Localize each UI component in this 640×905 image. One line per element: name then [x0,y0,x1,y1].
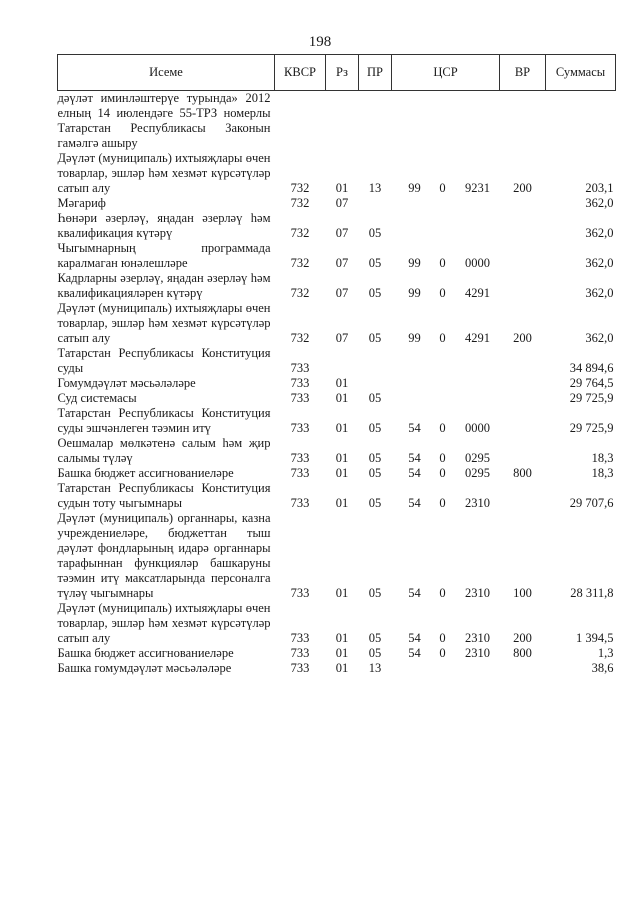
row-kvsr: 733 [290,451,310,465]
row-pr: 05 [368,586,382,600]
row-sum: 18,3 [591,466,614,480]
row-csr-program: 54 [408,466,421,480]
row-sum: 362,0 [585,196,614,210]
row-pr [359,376,392,391]
row-csr [392,211,500,241]
row-csr-program: 99 [408,181,421,195]
row-csr-subprogram: 0 [439,181,446,195]
row-csr-subprogram: 0 [439,466,446,480]
row-csr-direction: 0000 [465,421,490,435]
row-csr [392,511,500,601]
row-pr: 05 [368,286,382,300]
row-name [58,646,275,661]
row-csr [392,151,500,196]
row-kvsr: 733 [290,376,310,390]
row-vr: 100 [513,586,532,600]
table-row [58,661,616,676]
table-row [58,91,616,152]
row-pr [359,346,392,376]
row-rz: 07 [335,226,349,240]
row-vr [500,211,546,241]
row-rz: 01 [335,391,349,405]
row-sum: 18,3 [591,451,614,465]
row-csr-program: 99 [408,256,421,270]
row-csr [392,466,500,481]
row-name-text: Кадрларны әзерләү, яңадан әзерләү һәм квалификацияләрен күтәрү [57,271,271,300]
row-rz: 01 [335,466,349,480]
row-vr [500,391,546,406]
row-rz [326,346,359,376]
table-row [58,151,616,196]
row-vr [500,241,546,271]
row-name-text: Һөнәри әзерләү, яңадан әзерләү һәм квалификация күтәрү [57,211,271,240]
row-csr-subprogram: 0 [439,286,446,300]
row-csr-direction: 4291 [465,286,490,300]
row-sum: 362,0 [585,331,614,345]
row-vr: 200 [513,631,532,645]
table-header-row [58,55,616,91]
table-row [58,241,616,271]
row-rz: 01 [335,586,349,600]
row-name-text: Дәүләт (муниципаль) ихтыяҗлары өчен товарлар, эшләр һәм хезмәт күрсәтүләр сатып алу [57,151,271,195]
row-vr [500,346,546,376]
row-name [58,511,275,601]
row-pr: 05 [368,331,382,345]
row-csr-direction: 9231 [465,181,490,195]
table-row [58,301,616,346]
row-csr [392,271,500,301]
row-sum: 28 311,8 [570,586,614,600]
row-rz: 07 [335,256,349,270]
row-kvsr: 733 [290,391,310,405]
row-pr: 05 [368,421,382,435]
row-sum: 362,0 [585,256,614,270]
row-sum: 29 707,6 [569,496,614,510]
row-name-text: Гомумдәүләт мәсьәләләре [57,376,196,390]
table-row [58,346,616,376]
table-row [58,406,616,436]
row-csr-direction: 2310 [465,586,490,600]
row-vr: 800 [513,646,532,660]
row-pr: 13 [368,661,382,675]
row-csr-subprogram: 0 [439,451,446,465]
row-sum: 29 725,9 [569,391,614,405]
row-vr: 200 [513,181,532,195]
row-csr-direction: 4291 [465,331,490,345]
row-name-text: Татарстан Республикасы Конституция суды [57,346,271,375]
row-kvsr: 733 [290,421,310,435]
row-pr [359,196,392,211]
row-rz: 07 [335,331,349,345]
table-row [58,436,616,466]
row-name [58,391,275,406]
row-rz: 01 [335,451,349,465]
row-name-text: Дәүләт (муниципаль) органнары, казна учреждениеләре, бюджеттан тыш дәүләт фондларының идарә органнары тарафыннан функцияләр башкаруны тәэмин итү максатларында персоналга түләү чыгымнары [57,511,271,600]
row-name [58,436,275,466]
table-row [58,511,616,601]
row-csr [392,661,500,676]
row-csr-subprogram: 0 [439,256,446,270]
row-vr [500,436,546,466]
row-rz: 07 [335,196,349,210]
row-kvsr: 732 [290,196,310,210]
row-name-text: дәүләт иминләштерүе турында» 2012 елның 14 июлендәге 55-ТРЗ номерлы Татарстан Республикасы Законын гамәлгә ашыру [57,91,271,150]
row-csr-program: 54 [408,421,421,435]
row-csr-subprogram: 0 [439,421,446,435]
row-kvsr [275,91,326,152]
row-pr: 05 [368,451,382,465]
table-row [58,271,616,301]
row-csr [392,301,500,346]
row-name [58,406,275,436]
table-row [58,601,616,646]
row-sum: 29 764,5 [569,376,614,390]
row-name [58,151,275,196]
row-name-text: Чыгымнарның программада каралмаган юнәлешләре [57,241,271,270]
row-csr [392,346,500,376]
table-row [58,376,616,391]
row-csr-program: 54 [408,496,421,510]
table-body [58,91,616,677]
row-csr-program: 99 [408,286,421,300]
budget-table [57,54,616,676]
row-pr [359,91,392,152]
row-rz: 01 [335,496,349,510]
row-csr-direction: 0295 [465,466,490,480]
row-name [58,346,275,376]
row-csr-program: 54 [408,646,421,660]
row-sum: 362,0 [585,226,614,240]
row-sum: 1 394,5 [576,631,614,645]
row-kvsr: 733 [290,361,310,375]
row-vr [500,91,546,152]
table-row [58,391,616,406]
row-csr [392,196,500,211]
row-name [58,601,275,646]
row-csr-subprogram: 0 [439,586,446,600]
row-name [58,376,275,391]
row-pr: 05 [368,226,382,240]
row-rz: 01 [335,421,349,435]
row-csr [392,376,500,391]
row-name-text: Татарстан Республикасы Конституция судын тоту чыгымнары [57,481,271,510]
row-vr: 800 [513,466,532,480]
row-pr: 05 [368,646,382,660]
row-name-text: Суд системасы [57,391,137,405]
row-rz: 01 [335,646,349,660]
row-name [58,481,275,511]
row-name-text: Дәүләт (муниципаль) ихтыяҗлары өчен товарлар, эшләр һәм хезмәт күрсәтүләр сатып алу [57,301,271,345]
header-pr: ПР [359,55,392,91]
header-rz: Рз [326,55,359,91]
row-name [58,211,275,241]
header-vr: ВР [500,55,546,91]
header-sum: Суммасы [546,55,616,91]
row-rz: 07 [335,286,349,300]
row-csr-program: 54 [408,631,421,645]
row-pr: 05 [368,391,382,405]
row-name-text: Татарстан Республикасы Конституция суды эшчәнлеген тәэмин итү [57,406,271,435]
row-vr [500,481,546,511]
row-sum [546,91,616,152]
row-csr-program: 54 [408,586,421,600]
row-sum: 38,6 [591,661,614,675]
row-vr: 200 [513,331,532,345]
row-pr: 05 [368,466,382,480]
table-row [58,211,616,241]
row-kvsr: 733 [290,496,310,510]
row-name-text: Мәгариф [57,196,106,210]
table-row [58,196,616,211]
row-name [58,241,275,271]
row-csr [392,241,500,271]
row-csr [392,481,500,511]
row-vr [500,661,546,676]
row-sum: 29 725,9 [569,421,614,435]
row-kvsr: 733 [290,586,310,600]
row-kvsr: 732 [290,181,310,195]
row-csr [392,646,500,661]
row-csr-direction: 2310 [465,646,490,660]
row-sum: 34 894,6 [569,361,614,375]
row-csr [392,406,500,436]
row-name-text: Башка бюджет ассигнованиеләре [57,646,234,660]
row-name-text: Башка гомумдәүләт мәсьәләләре [57,661,232,675]
row-csr-subprogram: 0 [439,496,446,510]
row-name [58,91,275,152]
row-name [58,301,275,346]
row-kvsr: 733 [290,646,310,660]
table-row [58,646,616,661]
row-name [58,271,275,301]
row-csr-direction: 2310 [465,631,490,645]
row-name-text: Оешмалар мөлкәтенә салым һәм җир салымы түләү [57,436,271,465]
row-sum: 203,1 [585,181,614,195]
row-csr [392,391,500,406]
row-csr-direction: 0000 [465,256,490,270]
row-rz [326,91,359,152]
row-vr [500,376,546,391]
row-pr: 05 [368,496,382,510]
row-rz: 01 [335,376,349,390]
row-csr [392,91,500,152]
row-csr-subprogram: 0 [439,631,446,645]
row-name [58,661,275,676]
table-row [58,466,616,481]
row-name [58,466,275,481]
page-number: 198 [308,34,332,50]
row-csr-program: 54 [408,451,421,465]
header-kvsr: КВСР [275,55,326,91]
row-name-text: Дәүләт (муниципаль) ихтыяҗлары өчен товарлар, эшләр һәм хезмәт күрсәтүләр сатып алу [57,601,271,645]
row-kvsr: 733 [290,661,310,675]
row-csr-program: 99 [408,331,421,345]
row-pr: 13 [368,181,382,195]
row-vr [500,196,546,211]
table-row [58,481,616,511]
row-csr [392,601,500,646]
row-csr-direction: 0295 [465,451,490,465]
row-rz: 01 [335,181,349,195]
row-sum: 362,0 [585,286,614,300]
row-kvsr: 732 [290,286,310,300]
header-name: Исеме [58,55,275,91]
row-vr [500,271,546,301]
row-vr [500,406,546,436]
row-rz: 01 [335,631,349,645]
row-pr: 05 [368,631,382,645]
row-kvsr: 733 [290,631,310,645]
row-kvsr: 732 [290,226,310,240]
row-kvsr: 733 [290,466,310,480]
row-name-text: Башка бюджет ассигнованиеләре [57,466,234,480]
row-kvsr: 732 [290,256,310,270]
row-kvsr: 732 [290,331,310,345]
row-rz: 01 [335,661,349,675]
row-sum: 1,3 [597,646,614,660]
header-csr: ЦСР [392,55,500,91]
row-pr: 05 [368,256,382,270]
row-name [58,196,275,211]
row-csr [392,436,500,466]
row-csr-subprogram: 0 [439,646,446,660]
row-csr-direction: 2310 [465,496,490,510]
row-csr-subprogram: 0 [439,331,446,345]
